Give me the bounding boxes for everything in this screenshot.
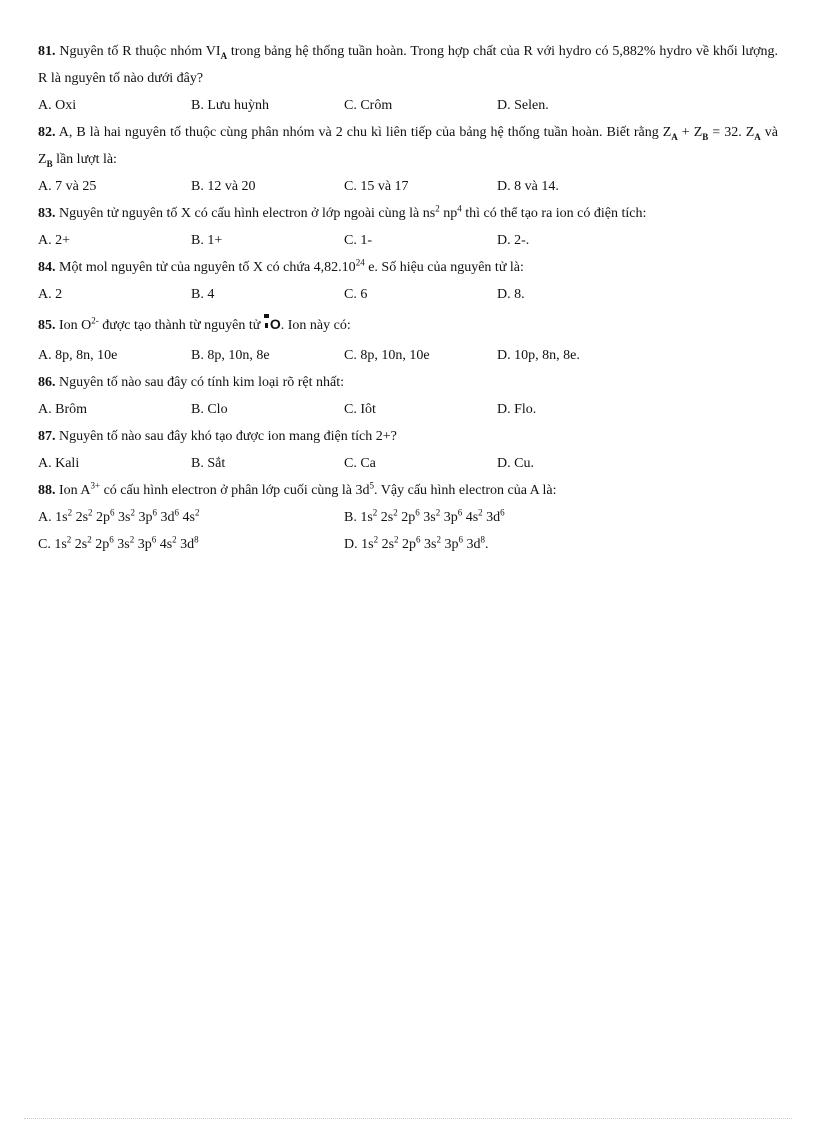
option-c: C. 15 và 17 <box>344 179 409 194</box>
orbital-term: $2p^6$ <box>402 534 421 552</box>
option-a: A. 8p, 8n, 10e <box>38 348 118 363</box>
option-c: C. 8p, 10n, 10e <box>344 348 430 363</box>
orbital-term: $2p^6$ <box>96 507 115 525</box>
orbital-term: $3p^6$ <box>138 507 157 525</box>
option-b: B. $1s^2$ $2s^2$ $2p^6$ $3s^2$ $3p^6$ $4s^2$ $3d^6$ <box>344 507 505 525</box>
orbital-term: $3s^2$ <box>423 507 441 525</box>
orbital-term: $4s^2$ <box>182 507 200 525</box>
options-82 <box>38 173 778 200</box>
option-b: B. 1+ <box>191 233 223 248</box>
options-85 <box>38 342 778 369</box>
orbital-term: $4s^2$ <box>465 507 483 525</box>
orbital-term: $1s^2$ <box>360 507 378 525</box>
orbital-term: $2s^2$ <box>381 534 399 552</box>
option-c: C. Crôm <box>344 98 393 113</box>
orbital-term: $2s^2$ <box>75 507 93 525</box>
orbital-term: $3d^8$ <box>180 534 199 552</box>
options-88-row2 <box>38 531 778 558</box>
orbital-term: $1s^2$ <box>54 534 72 552</box>
option-d: D. Flo. <box>497 402 537 417</box>
option-c: C. $1s^2$ $2s^2$ $2p^6$ $3s^2$ $3p^6$ $4s^2$ $3d^8$ <box>38 534 199 552</box>
page-bottom-rule <box>24 1118 792 1119</box>
option-c: C. 6 <box>344 287 368 302</box>
question-86: 86. Nguyên tố nào sau đây có tính kim loại rõ rệt nhất: <box>38 375 344 390</box>
orbital-term: $3d^6$ <box>486 507 505 525</box>
orbital-term: $3s^2$ <box>424 534 441 552</box>
orbital-term: $4s^2$ <box>159 534 177 552</box>
option-a: A. Oxi <box>38 98 77 113</box>
option-d: D. $1s^2$ $2s^2$ $2p^6$ $3s^2$ $3p^6$ $3d^8$. <box>344 534 489 552</box>
option-b: B. Clo <box>191 402 228 417</box>
option-d: D. 8. <box>497 287 525 302</box>
orbital-term: $1s^2$ <box>361 534 379 552</box>
orbital-term: $3d^6$ <box>160 507 179 525</box>
options-83 <box>38 227 778 254</box>
option-b: B. Sắt <box>191 456 226 471</box>
orbital-term: $3s^2$ <box>117 534 135 552</box>
option-d: D. 2-. <box>497 233 530 248</box>
question-82: 82. A, B là hai nguyên tố thuộc cùng phân nhóm và 2 chu kì liên tiếp của bảng hệ thống tuần hoàn. Biết rằng $Z_A + Z_B = 32$. $Z_A$ và $Z_B$ lần lượt là: <box>38 125 778 169</box>
option-c: C. Ca <box>344 456 376 471</box>
options-87 <box>38 450 778 477</box>
option-c: C. 1- <box>344 233 372 248</box>
option-b: B. 12 và 20 <box>191 179 256 194</box>
orbital-term: $2s^2$ <box>380 507 398 525</box>
question-84: 84. Một mol nguyên tử của nguyên tố X có chứa 4,82.10$^{24}$ e. Số hiệu của nguyên tử là: <box>38 257 524 275</box>
orbital-term: $3p^6$ <box>443 507 463 525</box>
orbital-term: $2s^2$ <box>74 534 92 552</box>
oxygen-symbol: O <box>264 316 281 332</box>
question-88: 88. Ion $A^{3+}$ có cấu hình electron ở phân lớp cuối cùng là $3d^5$. Vậy cấu hình electron của A là: <box>38 480 557 498</box>
question-81: 81. Nguyên tố R thuộc nhóm $VI_A$ trong bảng hệ thống tuần hoàn. Trong hợp chất của R với hydro có 5,882% hydro về khối lượng. R là nguyên tố nào dưới đây? <box>38 44 778 86</box>
question-83: 83. Nguyên tử nguyên tố X có cấu hình electron ở lớp ngoài cùng là $ns^2$ $np^4$ thì có thể tạo ra ion có điện tích: <box>38 203 647 221</box>
worksheet-page <box>38 38 778 558</box>
option-d: D. Selen. <box>497 98 549 113</box>
option-b: B. Lưu huỳnh <box>191 98 269 113</box>
option-a: A. 2 <box>38 287 63 302</box>
option-b: B. 8p, 10n, 8e <box>191 348 270 363</box>
options-88-row1 <box>38 504 778 531</box>
orbital-term: $3d^8$ <box>466 534 485 552</box>
option-c: C. Iôt <box>344 402 376 417</box>
orbital-term: $2p^6$ <box>95 534 114 552</box>
option-b: B. 4 <box>191 287 215 302</box>
orbital-term: $3p^6$ <box>137 534 157 552</box>
options-86 <box>38 396 778 423</box>
option-d: D. Cu. <box>497 456 534 471</box>
orbital-term: $2p^6$ <box>401 507 420 525</box>
option-a: A. Brôm <box>38 402 87 417</box>
option-a: A. 2+ <box>38 233 71 248</box>
question-85: 85. Ion $O^{2-}$ được tạo thành từ nguyên tử O. Ion này có: <box>38 315 351 333</box>
option-a: A. Kali <box>38 456 80 471</box>
orbital-term: $3s^2$ <box>118 507 135 525</box>
option-d: D. 8 và 14. <box>497 179 559 194</box>
option-d: D. 10p, 8n, 8e. <box>497 348 580 363</box>
options-84 <box>38 281 778 308</box>
option-a: A. 7 và 25 <box>38 179 97 194</box>
option-a: A. $1s^2$ $2s^2$ $2p^6$ $3s^2$ $3p^6$ $3d^6$ $4s^2$ <box>38 507 200 525</box>
options-81 <box>38 92 778 119</box>
orbital-term: $1s^2$ <box>55 507 73 525</box>
question-87: 87. Nguyên tố nào sau đây khó tạo được ion mang điện tích 2+? <box>38 429 397 444</box>
orbital-term: $3p^6$ <box>444 534 463 552</box>
